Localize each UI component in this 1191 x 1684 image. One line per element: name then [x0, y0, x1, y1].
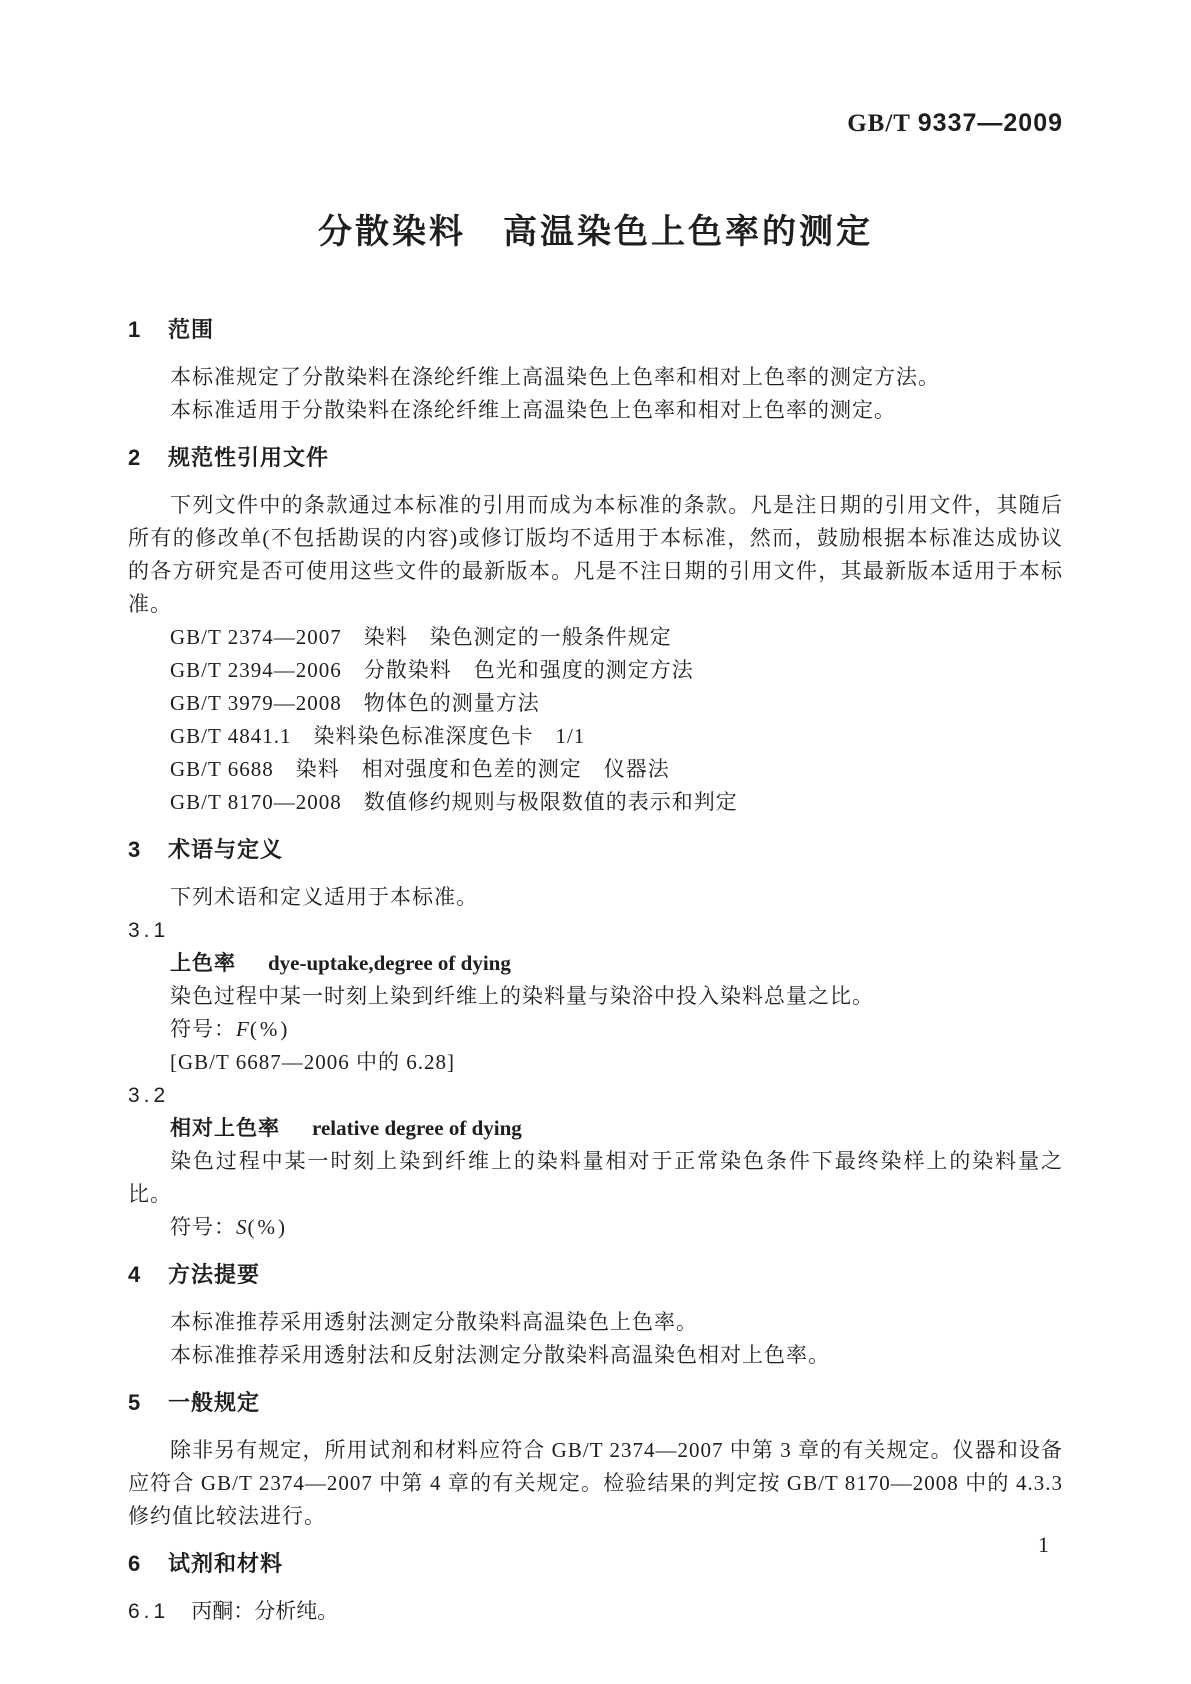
section-5-title: 一般规定: [168, 1390, 261, 1415]
term-3-1-en: dye-uptake,degree of dying: [268, 951, 511, 975]
term-3-2-symbol: [128, 1211, 1063, 1244]
term-3-2-zh: 相对上色率: [170, 1117, 280, 1140]
section-2-intro: 下列文件中的条款通过本标准的引用而成为本标准的条款。凡是注日期的引用文件，其随后所有的修改单(不包括勘误的内容)或修订版均不适用于本标准，然而，鼓励根据本标准达成协议的各方研究是否可使用这些文件的最新版本。凡是不注日期的引用文件，其最新版本适用于本标准。: [128, 493, 1063, 616]
section-6-number: 6: [128, 1551, 142, 1576]
term-3-1: [128, 947, 1063, 980]
term-3-1-symbol: [128, 1013, 1063, 1046]
term-3-1-definition: 染色过程中某一时刻上染到纤维上的染料量与染浴中投入染料总量之比。: [170, 984, 874, 1008]
symbol-unit: (%): [247, 1215, 288, 1239]
section-3-intro: 下列术语和定义适用于本标准。: [170, 885, 478, 909]
doc-code-prefix: GB/T: [847, 110, 911, 137]
section-1-paragraph: 本标准规定了分散染料在涤纶纤维上高温染色上色率和相对上色率的测定方法。: [170, 365, 940, 389]
term-3-1-source: [GB/T 6687—2006 中的 6.28]: [170, 1050, 455, 1074]
section-1-paragraph: 本标准适用于分散染料在涤纶纤维上高温染色上色率和相对上色率的测定。: [170, 398, 896, 422]
term-3-2-definition: 染色过程中某一时刻上染到纤维上的染料量相对于正常染色条件下最终染样上的染料量之比。: [128, 1149, 1063, 1206]
section-3-number: 3: [128, 837, 142, 862]
section-5-paragraph: 除非另有规定，所用试剂和材料应符合 GB/T 2374—2007 中第 3 章的有关规定。仪器和设备应符合 GB/T 2374—2007 中第 4 章的有关规定。检验结果的判定按 GB/T 8170—2008 中的 4.3.3 修约值比较法进行。: [128, 1438, 1063, 1528]
section-6-heading: [128, 1547, 1063, 1580]
term-3-2-en: relative degree of dying: [312, 1116, 522, 1140]
section-3-title: 术语与定义: [168, 837, 284, 862]
reference-item: GB/T 3979—2008 物体色的测量方法: [170, 691, 540, 715]
clause-3-1-number: 3.1: [128, 919, 170, 942]
doc-code: [128, 108, 1063, 139]
reference-item: GB/T 2374—2007 染料 染色测定的一般条件规定: [170, 625, 672, 649]
reference-item: GB/T 6688 染料 相对强度和色差的测定 仪器法: [170, 757, 670, 781]
section-1-heading: [128, 313, 1063, 346]
reference-item: GB/T 4841.1 染料染色标准深度色卡 1/1: [170, 724, 586, 748]
term-3-2: [128, 1112, 1063, 1145]
section-2-heading: [128, 441, 1063, 474]
clause-6-1: [128, 1595, 1063, 1628]
section-4-title: 方法提要: [168, 1262, 261, 1287]
page-number: 1: [1038, 1532, 1049, 1557]
reference-item: GB/T 2394—2006 分散染料 色光和强度的测定方法: [170, 658, 694, 682]
section-2-number: 2: [128, 445, 142, 470]
clause-3-2-number: 3.2: [128, 1084, 170, 1107]
section-4-heading: [128, 1258, 1063, 1291]
doc-code-number: 9337—2009: [917, 109, 1063, 137]
section-6-title: 试剂和材料: [168, 1551, 284, 1576]
symbol-unit: (%): [249, 1017, 291, 1041]
section-4-paragraph: 本标准推荐采用透射法测定分散染料高温染色上色率。: [170, 1310, 698, 1334]
section-1-number: 1: [128, 317, 142, 342]
section-2-title: 规范性引用文件: [168, 445, 330, 470]
page-title: 分散染料 高温染色上色率的测定: [318, 213, 873, 251]
clause-6-1-number: 6.1: [128, 1600, 170, 1623]
term-3-1-zh: 上色率: [170, 952, 236, 975]
reference-item: GB/T 8170—2008 数值修约规则与极限数值的表示和判定: [170, 790, 738, 814]
clause-6-1-text: 丙酮：分析纯。: [191, 1599, 339, 1623]
section-5-number: 5: [128, 1390, 142, 1415]
symbol-variable: S: [236, 1215, 248, 1239]
section-5-heading: [128, 1386, 1063, 1419]
symbol-variable: F: [236, 1017, 250, 1041]
section-4-paragraph: 本标准推荐采用透射法和反射法测定分散染料高温染色相对上色率。: [170, 1343, 830, 1367]
section-3-heading: [128, 833, 1063, 866]
symbol-label: 符号：: [170, 1017, 236, 1041]
section-1-title: 范围: [168, 317, 215, 342]
symbol-label: 符号：: [170, 1215, 236, 1239]
section-4-number: 4: [128, 1262, 142, 1287]
